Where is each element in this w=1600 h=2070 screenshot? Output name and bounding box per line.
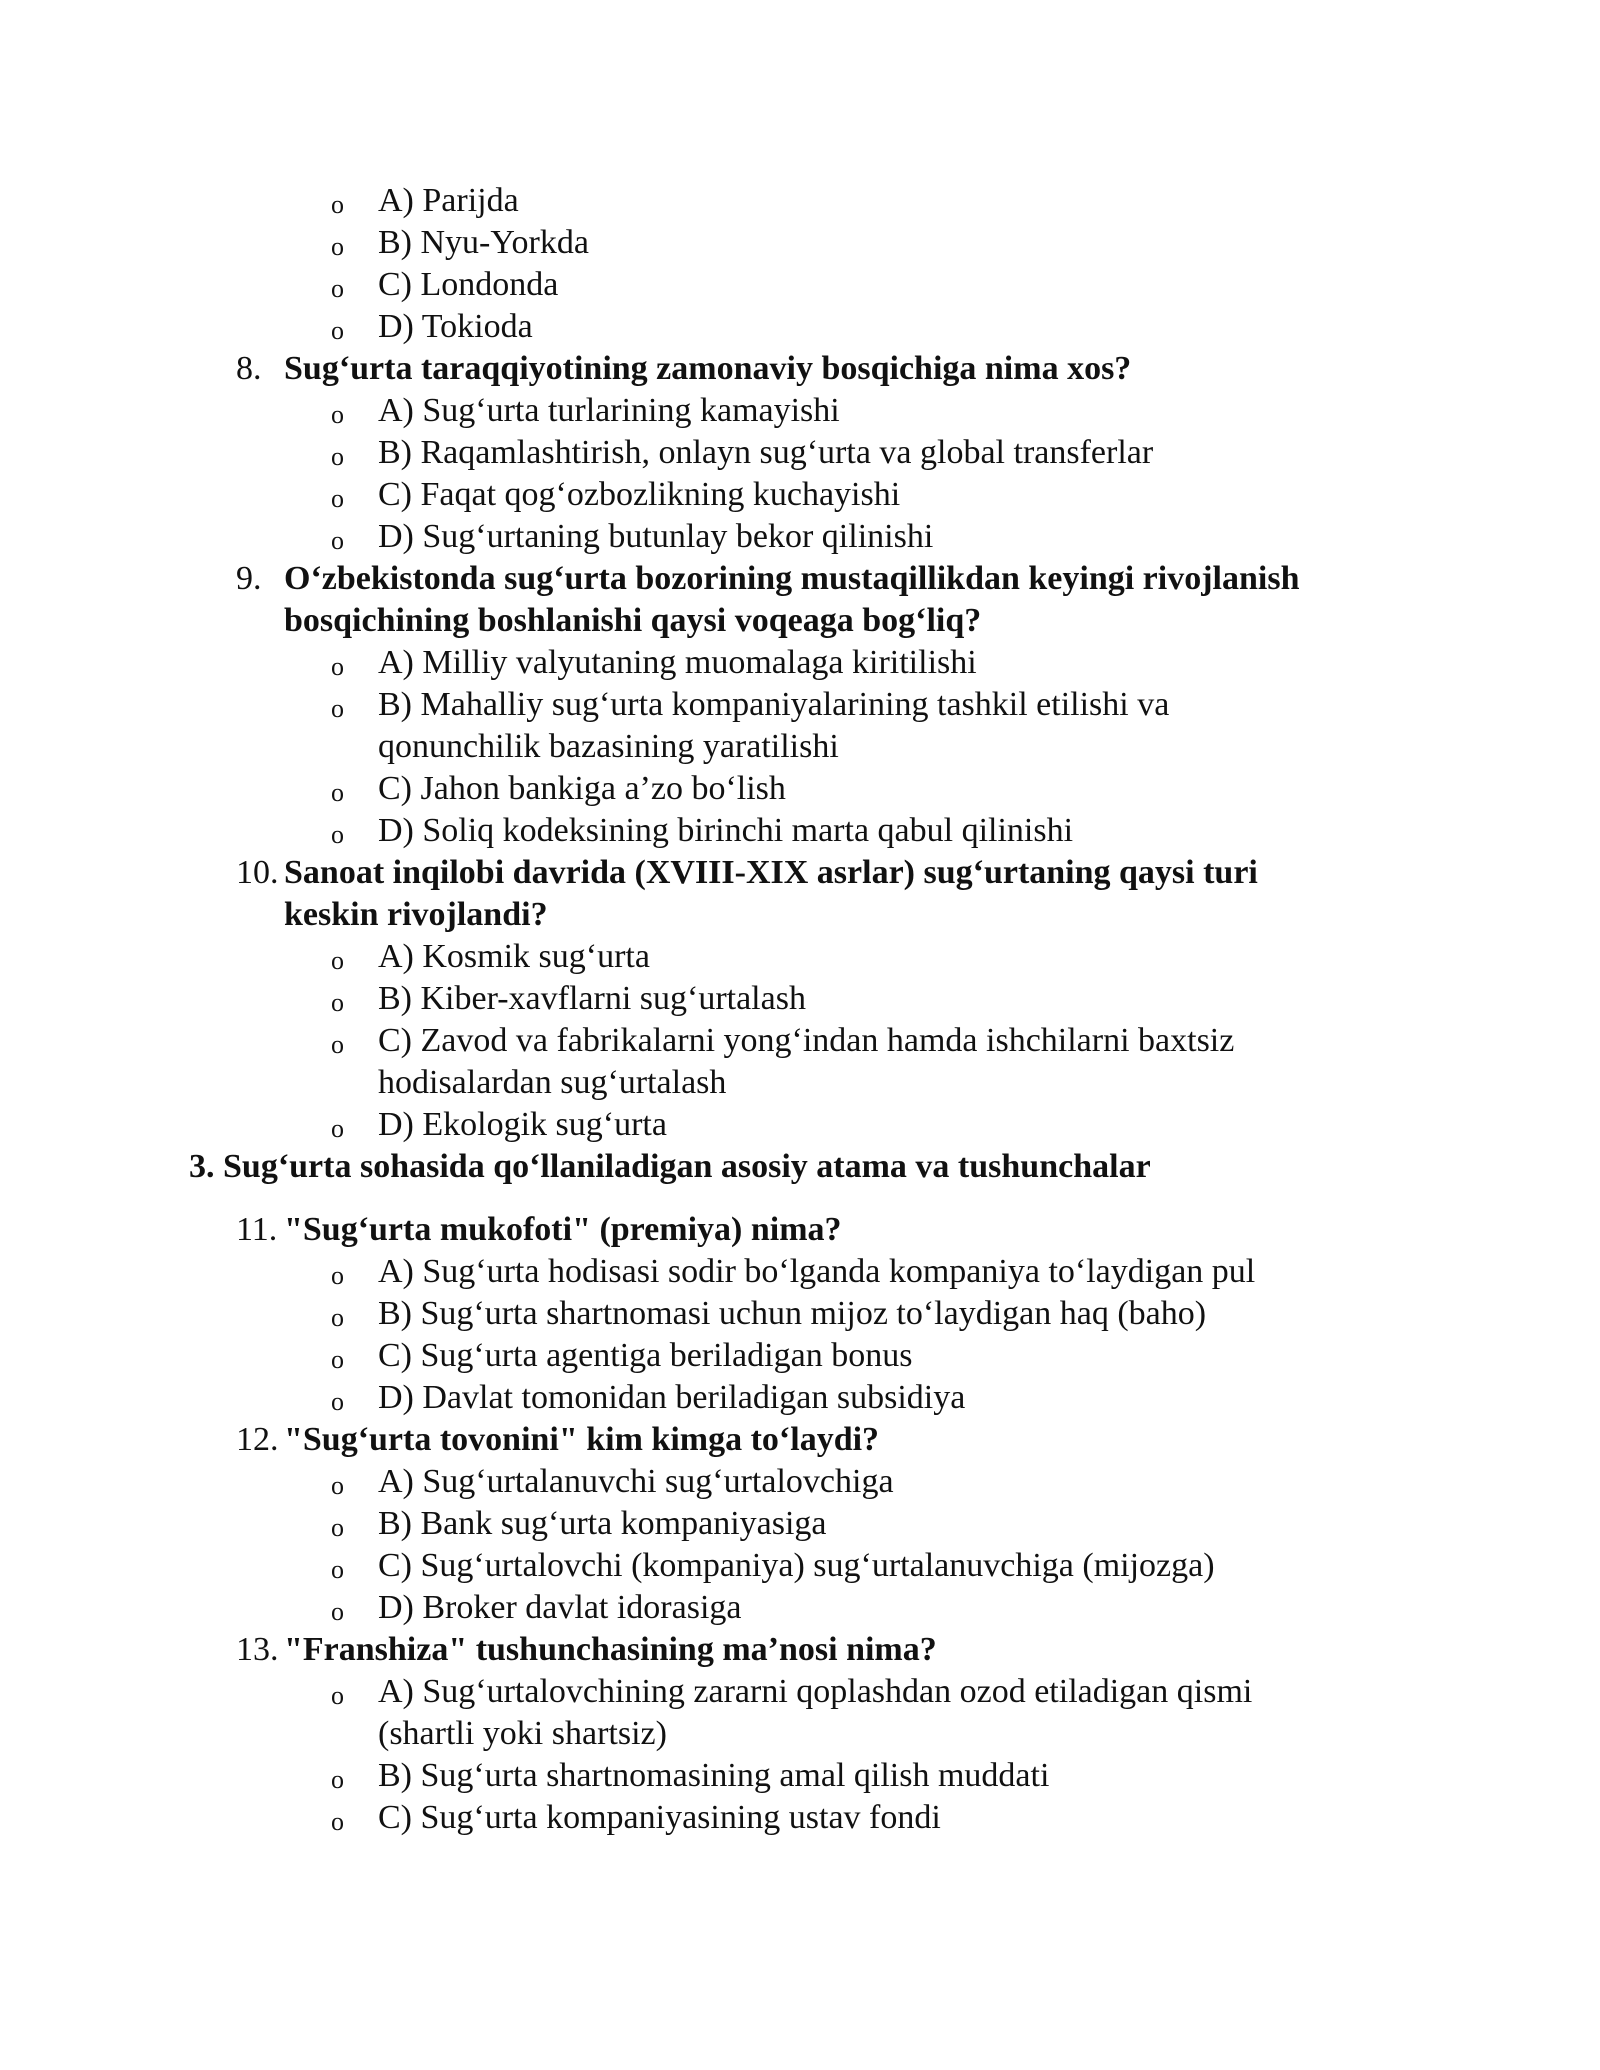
bullet-icon: o [331,1387,344,1416]
option-line [0,936,1600,978]
option-text: A) Parijda [378,182,519,219]
option-line [0,768,1600,810]
option-line [0,1062,1600,1104]
option-text: D) Soliq kodeksining birinchi marta qabul qilinishi [378,812,1074,849]
option-line [0,1587,1600,1629]
option-text: C) Jahon bankiga a’zo bo‘lish [378,770,786,807]
bullet-icon: o [331,400,344,429]
option-text: D) Sug‘urtaning butunlay bekor qilinishi [378,518,934,555]
question-text: Sanoat inqilobi davrida (XVIII-XIX asrlar) sug‘urtaning qaysi turi [284,854,1258,891]
question-line [0,1419,1600,1461]
bullet-icon: o [331,1681,344,1710]
option-text: A) Sug‘urta hodisasi sodir bo‘lganda kompaniya to‘laydigan pul [378,1253,1256,1290]
question-text: "Franshiza" tushunchasining ma’nosi nima? [284,1631,937,1668]
question-line [0,894,1600,936]
question-number: 9. [236,560,262,597]
question-text: "Sug‘urta tovonini" kim kimga to‘laydi? [284,1421,880,1458]
bullet-icon: o [331,484,344,513]
option-line [0,1377,1600,1419]
question-line [0,1629,1600,1671]
option-line [0,474,1600,516]
bullet-icon: o [331,1345,344,1374]
question-number: 11. [236,1211,278,1248]
option-line [0,1671,1600,1713]
bullet-icon: o [331,946,344,975]
bullet-icon: o [331,1807,344,1836]
option-line [0,432,1600,474]
question-number: 8. [236,350,262,387]
option-line [0,1713,1600,1755]
question-text: "Sug‘urta mukofoti" (premiya) nima? [284,1211,842,1248]
option-text: D) Tokioda [378,308,533,345]
option-line [0,1461,1600,1503]
bullet-icon: o [331,442,344,471]
option-line [0,222,1600,264]
option-line [0,516,1600,558]
question-number: 13. [236,1631,279,1668]
bullet-icon: o [331,820,344,849]
option-text: C) Zavod va fabrikalarni yong‘indan hamda ishchilarni baxtsiz [378,1022,1235,1059]
section-title: 3. Sug‘urta sohasida qo‘llaniladigan asosiy atama va tushunchalar [189,1148,1151,1185]
option-text: B) Kiber-xavflarni sug‘urtalash [378,980,806,1017]
option-line [0,1020,1600,1062]
option-text: D) Broker davlat idorasiga [378,1589,742,1626]
bullet-icon: o [331,232,344,261]
bullet-icon: o [331,316,344,345]
option-text: B) Bank sug‘urta kompaniyasiga [378,1505,827,1542]
question-list-part1 [0,348,1600,1146]
option-text: B) Raqamlashtirish, onlayn sug‘urta va global transferlar [378,434,1154,471]
bullet-icon: o [331,1513,344,1542]
option-text: A) Kosmik sug‘urta [378,938,650,975]
option-text: B) Nyu-Yorkda [378,224,589,261]
option-line [0,1251,1600,1293]
question-number: 12. [236,1421,279,1458]
option-line [0,1104,1600,1146]
bullet-icon: o [331,1471,344,1500]
option-text: A) Sug‘urta turlarining kamayishi [378,392,840,429]
question-line [0,558,1600,600]
option-line [0,810,1600,852]
question-line [0,348,1600,390]
option-line [0,390,1600,432]
question-number: 10. [236,854,279,891]
bullet-icon: o [331,1261,344,1290]
bullet-icon: o [331,1114,344,1143]
option-text: B) Sug‘urta shartnomasining amal qilish muddati [378,1757,1050,1794]
option-text: C) Sug‘urta kompaniyasining ustav fondi [378,1799,941,1836]
option-text: A) Sug‘urtalanuvchi sug‘urtalovchiga [378,1463,894,1500]
option-line [0,306,1600,348]
question-text: Sug‘urta taraqqiyotining zamonaviy bosqichiga nima xos? [284,350,1132,387]
option-line [0,264,1600,306]
option-text: C) Sug‘urta agentiga beriladigan bonus [378,1337,913,1374]
question-text: O‘zbekistonda sug‘urta bozorining mustaqillikdan keyingi rivojlanish [284,560,1300,597]
question-line [0,852,1600,894]
option-text: B) Sug‘urta shartnomasi uchun mijoz to‘laydigan haq (baho) [378,1295,1207,1332]
bullet-icon: o [331,274,344,303]
option-text: B) Mahalliy sug‘urta kompaniyalarining tashkil etilishi va [378,686,1170,723]
document-page [0,180,1600,1839]
option-text: D) Ekologik sug‘urta [378,1106,667,1143]
question-list-part2 [0,1209,1600,1839]
bullet-icon: o [331,1597,344,1626]
question-text: bosqichining boshlanishi qaysi voqeaga bog‘liq? [284,602,982,639]
option-line [0,1755,1600,1797]
option-text: C) Londonda [378,266,559,303]
option-line [0,1293,1600,1335]
option-text: qonunchilik bazasining yaratilishi [378,728,839,765]
option-text: C) Faqat qog‘ozbozlikning kuchayishi [378,476,901,513]
option-line [0,1545,1600,1587]
bullet-icon: o [331,652,344,681]
option-text: D) Davlat tomonidan beriladigan subsidiya [378,1379,966,1416]
option-line [0,180,1600,222]
option-text: (shartli yoki shartsiz) [378,1715,667,1752]
bullet-icon: o [331,1555,344,1584]
option-text: A) Sug‘urtalovchining zararni qoplashdan ozod etiladigan qismi [378,1673,1253,1710]
option-line [0,684,1600,726]
question-line [0,600,1600,642]
bullet-icon: o [331,988,344,1017]
option-line [0,978,1600,1020]
option-line [0,1335,1600,1377]
prev-question-options [0,180,1600,348]
option-text: A) Milliy valyutaning muomalaga kiritilishi [378,644,977,681]
question-text: keskin rivojlandi? [284,896,548,933]
option-line [0,726,1600,768]
bullet-icon: o [331,1030,344,1059]
option-line [0,642,1600,684]
bullet-icon: o [331,526,344,555]
bullet-icon: o [331,1765,344,1794]
option-line [0,1503,1600,1545]
option-line [0,1797,1600,1839]
bullet-icon: o [331,694,344,723]
section-heading-row [0,1146,1600,1188]
question-line [0,1209,1600,1251]
option-text: hodisalardan sug‘urtalash [378,1064,727,1101]
section-spacer [0,1188,1600,1209]
bullet-icon: o [331,1303,344,1332]
bullet-icon: o [331,778,344,807]
option-text: C) Sug‘urtalovchi (kompaniya) sug‘urtalanuvchiga (mijozga) [378,1547,1215,1584]
bullet-icon: o [331,190,344,219]
